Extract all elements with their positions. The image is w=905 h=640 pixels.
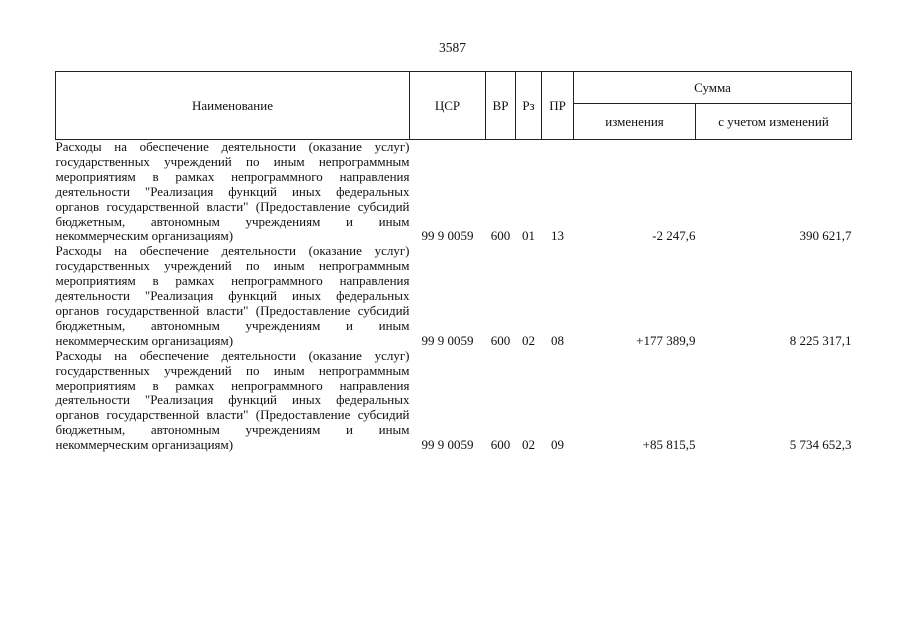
row-csr: 99 9 0059 <box>421 332 474 348</box>
row-name: Расходы на обеспечение деятельности (оказание услуг) государственных учреждений по иным непрограммным мероприятиям в рамках непрограммного направления деятельности "Реализация функций иных федеральных органов государственной власти" (Предоставление субсидий бюджетным, автономным учреждениям и иным некоммерческим организациям) <box>55 139 410 244</box>
row-change: -2 247,6 <box>652 228 696 244</box>
row-csr: 99 9 0059 <box>421 437 474 453</box>
row-rz: 01 <box>522 228 535 244</box>
row-vr: 600 <box>490 332 511 348</box>
header-changes: изменения <box>574 104 696 140</box>
header-sum: Сумма <box>574 72 852 104</box>
header-rz: Рз <box>516 72 542 140</box>
row-total: 390 621,7 <box>799 228 852 244</box>
row-change: +177 389,9 <box>636 332 696 348</box>
row-pr: 08 <box>551 332 564 348</box>
row-change: +85 815,5 <box>642 437 696 453</box>
row-pr: 13 <box>551 228 564 244</box>
table-row <box>56 140 852 245</box>
table-body <box>56 140 852 454</box>
page-number: 3587 <box>439 40 466 55</box>
header-with-changes: с учетом изменений <box>696 104 852 140</box>
budget-table <box>55 71 852 453</box>
row-vr: 600 <box>490 437 511 453</box>
row-vr: 600 <box>490 228 511 244</box>
row-pr: 09 <box>551 437 564 453</box>
table-header <box>56 72 852 140</box>
row-rz: 02 <box>522 332 535 348</box>
row-csr: 99 9 0059 <box>421 228 474 244</box>
header-csr: ЦСР <box>410 72 486 140</box>
row-name: Расходы на обеспечение деятельности (оказание услуг) государственных учреждений по иным непрограммным мероприятиям в рамках непрограммного направления деятельности "Реализация функций иных федеральных органов государственной власти" (Предоставление субсидий бюджетным, автономным учреждениям и иным некоммерческим организациям) <box>55 243 410 348</box>
row-rz: 02 <box>522 437 535 453</box>
row-total: 5 734 652,3 <box>789 437 852 453</box>
row-total: 8 225 317,1 <box>789 332 852 348</box>
header-pr: ПР <box>542 72 574 140</box>
row-name: Расходы на обеспечение деятельности (оказание услуг) государственных учреждений по иным непрограммным мероприятиям в рамках непрограммного направления деятельности "Реализация функций иных федеральных органов государственной власти" (Предоставление субсидий бюджетным, автономным учреждениям и иным некоммерческим организациям) <box>55 347 410 453</box>
table-row <box>56 244 852 348</box>
header-name: Наименование <box>56 72 410 140</box>
table-row <box>56 349 852 453</box>
header-vr: ВР <box>486 72 516 140</box>
